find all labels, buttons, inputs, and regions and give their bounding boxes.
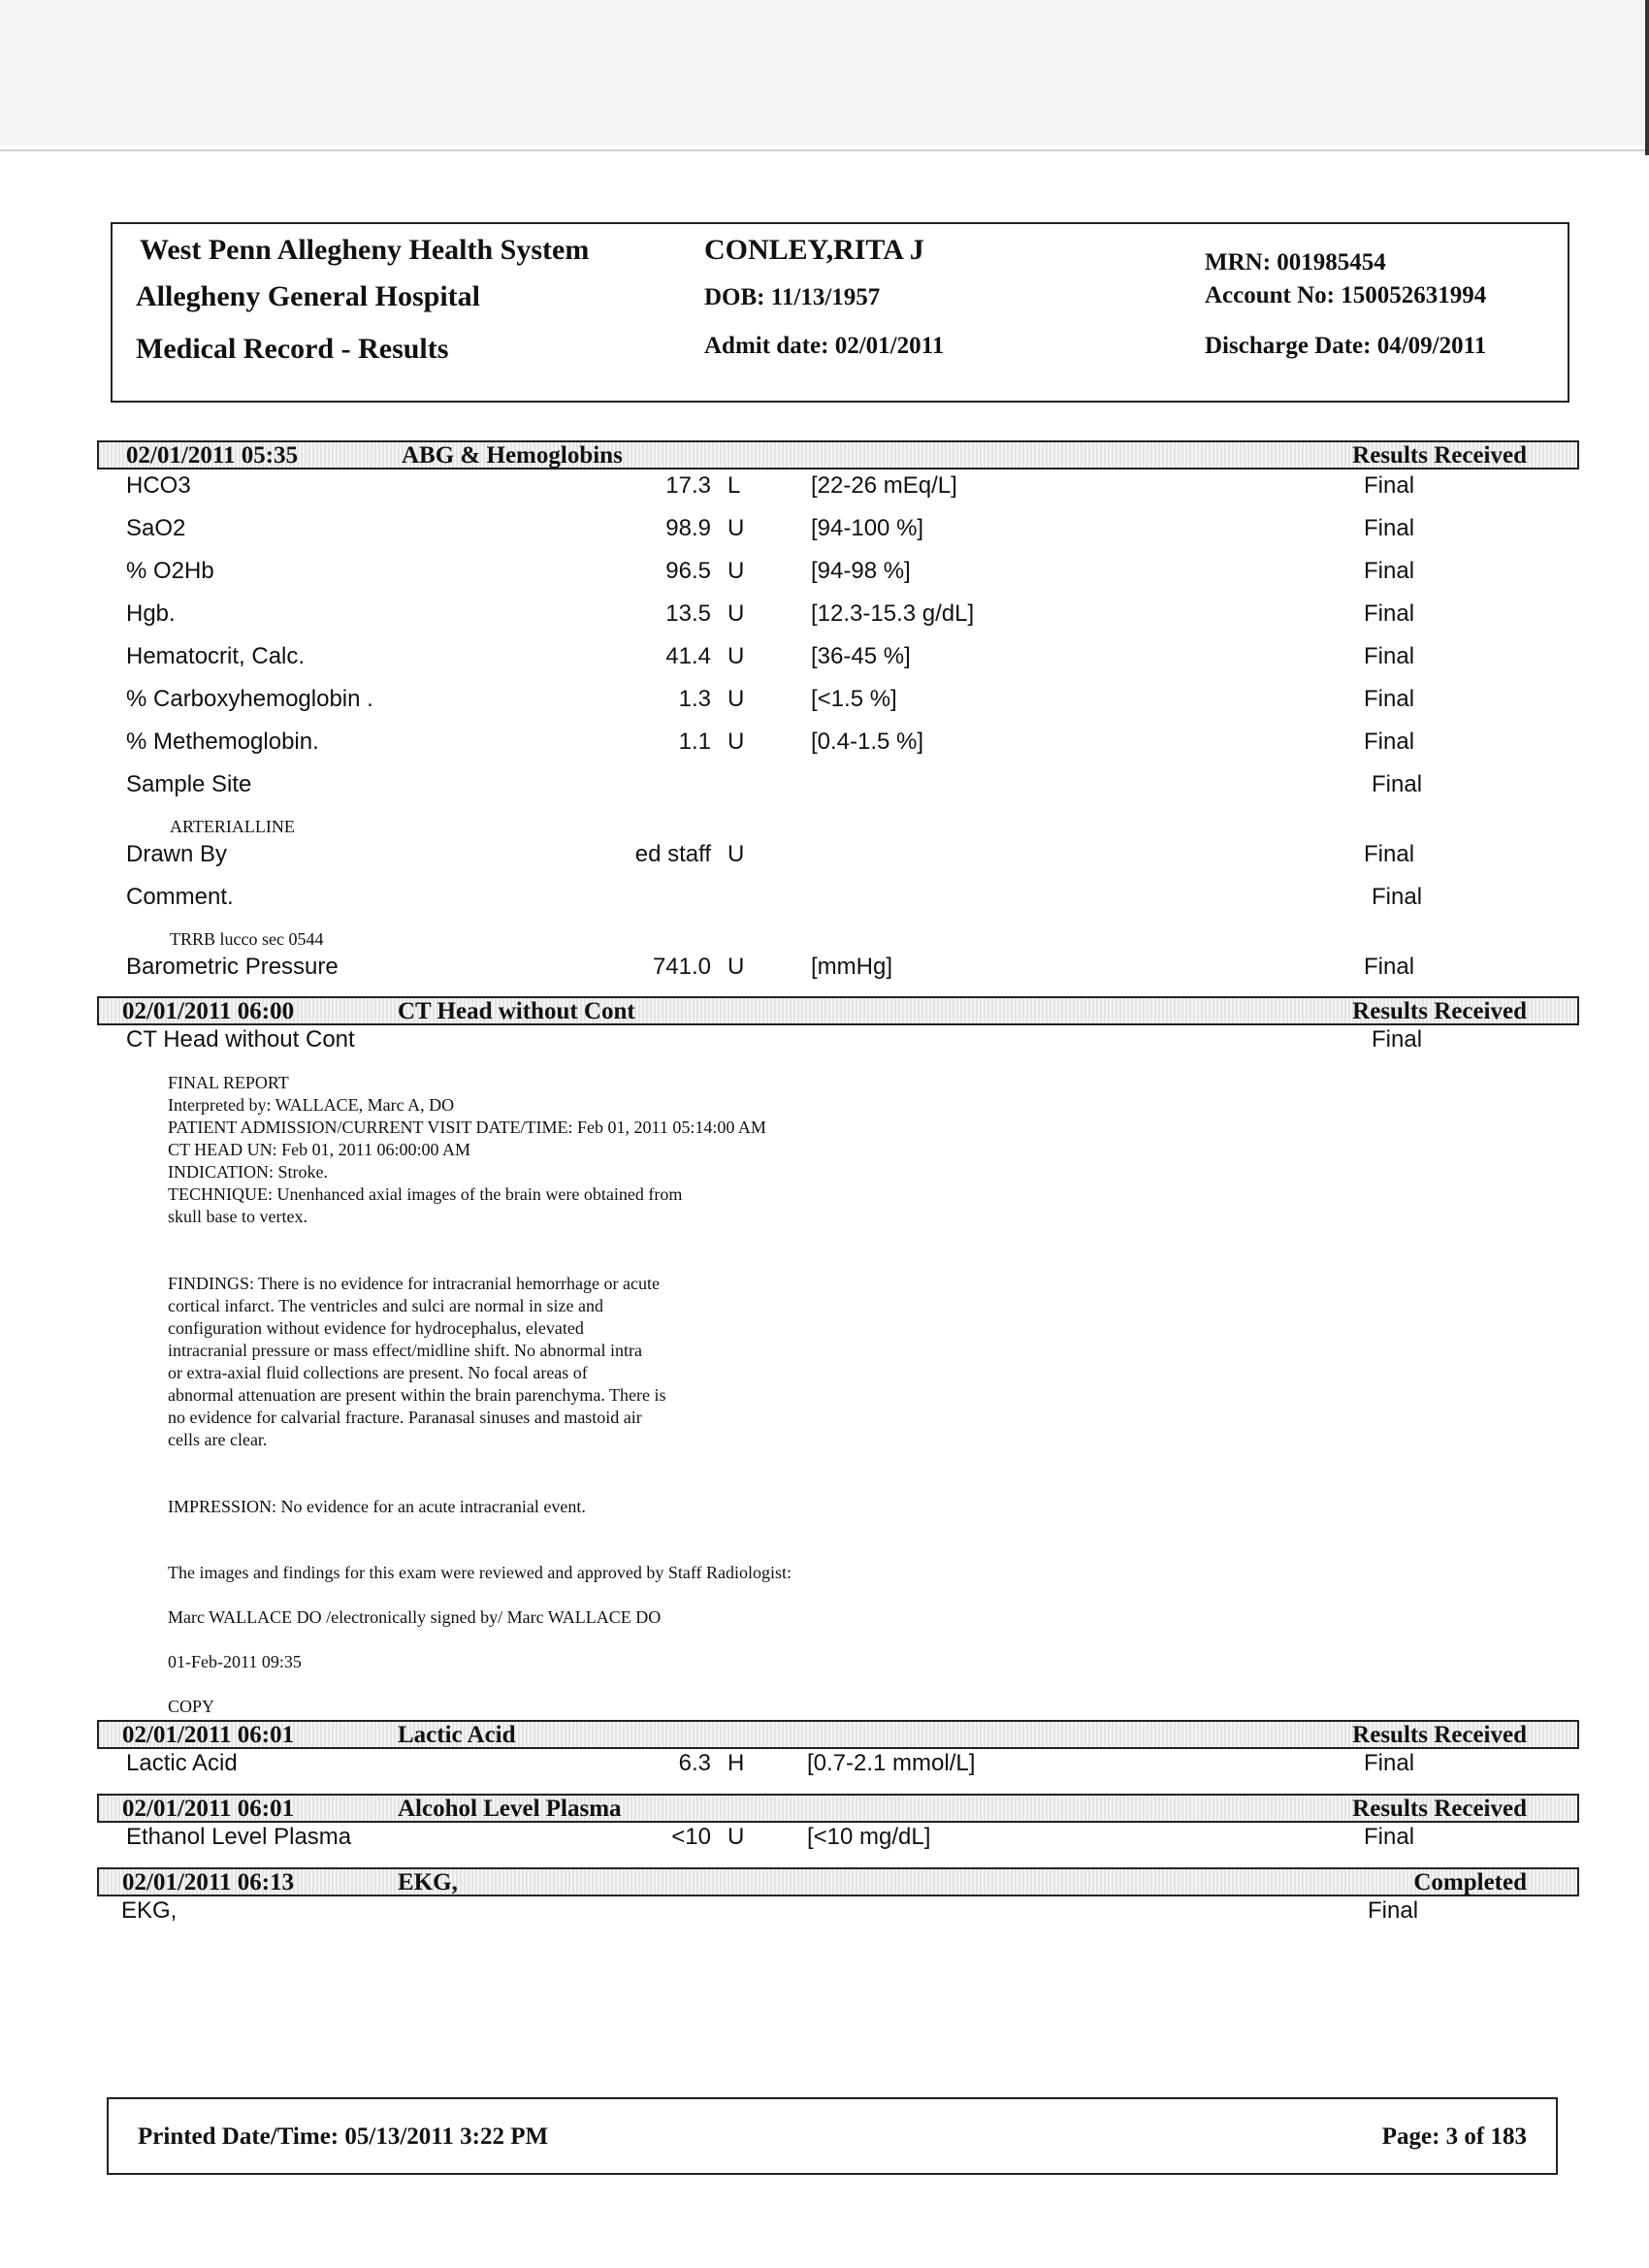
hospital-name: Allegheny General Hospital	[136, 280, 480, 312]
test-value: <10	[671, 1824, 711, 1850]
result-row-hematocrit	[0, 643, 1649, 672]
report-line: configuration without evidence for hydrocephalus, elevated	[168, 1318, 584, 1338]
comment-note: TRRB lucco sec 0544	[170, 929, 324, 949]
reference-range: [12.3-15.3 g/dL]	[811, 600, 975, 627]
ct-copy-label: COPY	[168, 1697, 215, 1716]
result-status: Final	[1364, 515, 1415, 541]
ct-signature: Marc WALLACE DO /electronically signed by/ Marc WALLACE DO	[168, 1607, 662, 1627]
section-header-ekg	[97, 1867, 1579, 1896]
test-flag: U	[728, 729, 745, 755]
report-line: CT HEAD UN: Feb 01, 2011 06:00:00 AM	[168, 1140, 471, 1159]
report-line: TECHNIQUE: Unenhanced axial images of the brain were obtained from	[168, 1184, 683, 1204]
test-flag: U	[728, 954, 745, 980]
section-date: 02/01/2011 06:00	[122, 998, 295, 1024]
result-row-ct-head	[0, 1026, 1649, 1055]
result-status: Final	[1372, 771, 1423, 797]
test-value: 1.1	[678, 729, 711, 755]
test-flag: U	[728, 841, 745, 867]
section-date: 02/01/2011 06:13	[122, 1869, 295, 1895]
report-line: intracranial pressure or mass effect/midline shift. No abnormal intra	[168, 1341, 643, 1360]
section-status: Results Received	[1352, 442, 1527, 469]
discharge-date: Discharge Date: 04/09/2011	[1205, 333, 1487, 359]
result-row-barometric-pressure	[0, 954, 1649, 983]
test-value: 17.3	[665, 472, 711, 499]
test-name: % Methemoglobin.	[126, 729, 319, 755]
result-row-sao2	[0, 515, 1649, 544]
test-flag: U	[728, 558, 745, 584]
mrn: MRN: 001985454	[1205, 249, 1386, 275]
report-line: FINDINGS: There is no evidence for intracranial hemorrhage or acute	[168, 1274, 660, 1293]
report-line: PATIENT ADMISSION/CURRENT VISIT DATE/TIME: Feb 01, 2011 05:14:00 AM	[168, 1118, 766, 1137]
result-status: Final	[1364, 1824, 1415, 1850]
section-title: Alcohol Level Plasma	[398, 1796, 622, 1822]
result-status: Final	[1368, 1897, 1419, 1924]
health-system-name: West Penn Allegheny Health System	[140, 234, 590, 266]
result-row-lactic-acid	[0, 1750, 1649, 1779]
test-name: Comment.	[126, 884, 234, 910]
test-name: SaO2	[126, 515, 186, 541]
section-title: EKG,	[398, 1869, 458, 1895]
record-header	[111, 222, 1569, 403]
result-row-hco3	[0, 472, 1649, 502]
sample-site-note: ARTERIALLINE	[170, 817, 295, 836]
result-row-ethanol-level	[0, 1824, 1649, 1853]
test-value: 13.5	[665, 600, 711, 627]
patient-dob: DOB: 11/13/1957	[704, 284, 881, 310]
report-line: cells are clear.	[168, 1430, 268, 1449]
result-row-ekg	[0, 1897, 1649, 1927]
test-name: Lactic Acid	[126, 1750, 238, 1776]
test-name: HCO3	[126, 472, 191, 499]
printed-datetime: Printed Date/Time: 05/13/2011 3:22 PM	[138, 2123, 549, 2150]
account-number: Account No: 150052631994	[1205, 282, 1487, 308]
test-name: % O2Hb	[126, 558, 214, 584]
result-row-methemoglobin	[0, 729, 1649, 758]
section-header-ct	[97, 996, 1579, 1025]
result-status: Final	[1364, 686, 1415, 712]
ct-impression: IMPRESSION: No evidence for an acute intracranial event.	[168, 1497, 586, 1516]
test-value: 6.3	[678, 1750, 711, 1776]
scan-edge-line	[0, 149, 1649, 151]
test-name: % Carboxyhemoglobin .	[126, 686, 373, 712]
report-line: Interpreted by: WALLACE, Marc A, DO	[168, 1095, 455, 1115]
report-line: or extra-axial fluid collections are present. No focal areas of	[168, 1363, 588, 1382]
result-row-hgb	[0, 600, 1649, 630]
test-value: 41.4	[665, 643, 711, 669]
result-row-comment	[0, 884, 1649, 913]
test-flag: U	[728, 515, 745, 541]
section-status: Completed	[1413, 1869, 1527, 1895]
result-status: Final	[1372, 1026, 1423, 1053]
reference-range: [<1.5 %]	[811, 686, 897, 712]
page-number: Page: 3 of 183	[1381, 2123, 1527, 2150]
report-line: skull base to vertex.	[168, 1207, 307, 1226]
test-name: Hematocrit, Calc.	[126, 643, 306, 669]
section-title: Lactic Acid	[398, 1722, 516, 1748]
section-date: 02/01/2011 06:01	[122, 1722, 295, 1748]
test-name: Ethanol Level Plasma	[126, 1824, 352, 1850]
test-value: 96.5	[665, 558, 711, 584]
result-status: Final	[1364, 643, 1415, 669]
reference-range: [94-98 %]	[811, 558, 911, 584]
result-status: Final	[1364, 472, 1415, 499]
document-title: Medical Record - Results	[136, 333, 449, 365]
result-status: Final	[1364, 600, 1415, 627]
report-line: INDICATION: Stroke.	[168, 1162, 328, 1182]
test-flag: L	[728, 472, 741, 499]
section-date: 02/01/2011 05:35	[126, 442, 299, 469]
result-row-carboxyhemoglobin	[0, 686, 1649, 715]
test-value: ed staff	[634, 841, 711, 867]
test-name: Barometric Pressure	[126, 954, 339, 980]
scan-margin	[0, 0, 1649, 146]
test-name: EKG,	[121, 1897, 178, 1924]
report-line: no evidence for calvarial fracture. Paranasal sinuses and mastoid air	[168, 1408, 642, 1427]
reference-range: [0.7-2.1 mmol/L]	[807, 1750, 976, 1776]
reference-range: [94-100 %]	[811, 515, 924, 541]
result-row-o2hb	[0, 558, 1649, 587]
reference-range: [mmHg]	[811, 954, 892, 980]
result-row-sample-site	[0, 771, 1649, 800]
section-status: Results Received	[1352, 998, 1527, 1024]
result-status: Final	[1364, 1750, 1415, 1776]
test-value: 1.3	[678, 686, 711, 712]
report-line: cortical infarct. The ventricles and sulci are normal in size and	[168, 1296, 603, 1315]
test-name: Drawn By	[126, 841, 228, 867]
scan-edge-mark	[1645, 0, 1649, 155]
result-status: Final	[1364, 558, 1415, 584]
test-flag: U	[728, 686, 745, 712]
page-footer	[107, 2097, 1558, 2175]
test-value: 98.9	[665, 515, 711, 541]
section-header-abg	[97, 440, 1579, 470]
report-line: abnormal attenuation are present within the brain parenchyma. There is	[168, 1385, 666, 1405]
reference-range: [22-26 mEq/L]	[811, 472, 957, 499]
test-flag: U	[728, 600, 745, 627]
reference-range: [0.4-1.5 %]	[811, 729, 924, 755]
section-status: Results Received	[1352, 1722, 1527, 1748]
test-flag: U	[728, 1824, 745, 1850]
admit-date: Admit date: 02/01/2011	[704, 333, 945, 359]
test-flag: U	[728, 643, 745, 669]
section-header-alcohol-level	[97, 1794, 1579, 1823]
ct-signed-date: 01-Feb-2011 09:35	[168, 1652, 302, 1671]
result-row-drawn-by	[0, 841, 1649, 870]
ct-report-header	[168, 1072, 766, 1228]
test-value: 741.0	[652, 954, 711, 980]
result-status: Final	[1364, 841, 1415, 867]
test-name: Hgb.	[126, 600, 176, 627]
section-date: 02/01/2011 06:01	[122, 1796, 295, 1822]
section-header-lactic-acid	[97, 1720, 1579, 1749]
ct-report-findings	[168, 1273, 665, 1451]
section-title: CT Head without Cont	[398, 998, 635, 1024]
patient-name: CONLEY,RITA J	[704, 234, 924, 266]
result-status: Final	[1364, 729, 1415, 755]
test-name: Sample Site	[126, 771, 252, 797]
test-name: CT Head without Cont	[126, 1026, 355, 1053]
ct-reviewed-statement: The images and findings for this exam were reviewed and approved by Staff Radiologist:	[168, 1563, 792, 1582]
reference-range: [<10 mg/dL]	[807, 1824, 931, 1850]
result-status: Final	[1364, 954, 1415, 980]
reference-range: [36-45 %]	[811, 643, 911, 669]
report-line: FINAL REPORT	[168, 1073, 289, 1092]
test-flag: H	[728, 1750, 745, 1776]
result-status: Final	[1372, 884, 1423, 910]
section-title: ABG & Hemoglobins	[402, 442, 623, 469]
section-status: Results Received	[1352, 1796, 1527, 1822]
